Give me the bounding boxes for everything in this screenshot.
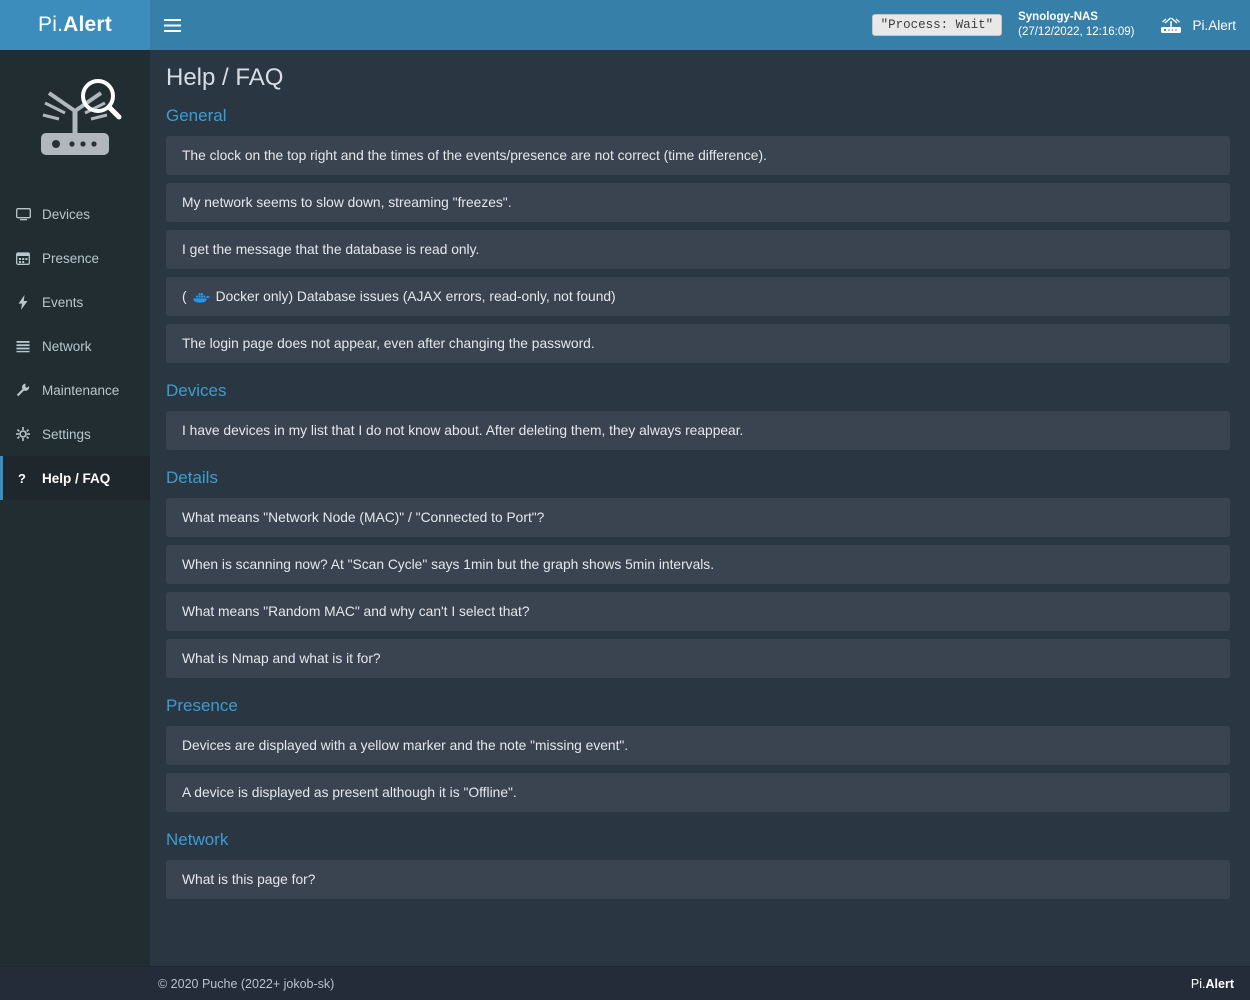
sidebar <box>0 50 150 966</box>
faq-item-prefix: ( <box>182 289 187 304</box>
sidebar-item-events[interactable] <box>0 280 150 324</box>
svg-text:?: ? <box>18 471 26 485</box>
hamburger-icon[interactable] <box>150 0 195 50</box>
section-title-presence: Presence <box>166 696 238 715</box>
host-name: Synology-NAS <box>1018 11 1098 23</box>
user-name: Pi.Alert <box>1192 17 1236 33</box>
sidebar-item-presence[interactable] <box>0 236 150 280</box>
faq-item-text: The login page does not appear, even after changing the password. <box>182 336 595 351</box>
section-title-details: Details <box>166 468 218 487</box>
sidebar-item-label: Events <box>42 294 84 310</box>
section-title-general: General <box>166 106 227 125</box>
faq-item-text: What is Nmap and what is it for? <box>182 651 381 666</box>
sidebar-nav <box>0 192 150 500</box>
footer-brand-prefix: Pi. <box>1190 976 1206 991</box>
wrench-icon <box>15 383 31 397</box>
faq-item-text: What means "Random MAC" and why can't I select that? <box>182 604 530 619</box>
faq-item[interactable] <box>166 545 1230 584</box>
sidebar-item-label: Settings <box>42 426 91 442</box>
page-title: Help / FAQ <box>166 64 284 91</box>
faq-item-text: My network seems to slow down, streaming "freezes". <box>182 195 512 210</box>
sidebar-item-label: Devices <box>42 206 91 222</box>
faq-item-text: The clock on the top right and the times of the events/presence are not correct (time difference). <box>182 148 767 163</box>
faq-item-text: When is scanning now? At "Scan Cycle" says 1min but the graph shows 5min intervals. <box>182 557 715 572</box>
sidebar-item-label: Network <box>42 338 92 354</box>
bolt-icon <box>15 295 31 310</box>
sidebar-item-label: Help / FAQ <box>42 470 111 486</box>
faq-item[interactable] <box>166 498 1230 537</box>
sidebar-item-devices[interactable] <box>0 192 150 236</box>
body <box>0 50 1250 966</box>
sidebar-item-help-faq[interactable] <box>0 456 150 500</box>
sidebar-item-label: Maintenance <box>42 382 120 398</box>
question-icon <box>15 471 31 485</box>
faq-item-text: What is this page for? <box>182 872 316 887</box>
footer-copyright: © 2020 Puche (2022+ jokob-sk) <box>158 976 335 991</box>
main-content <box>150 50 1250 966</box>
sidebar-item-label: Presence <box>42 250 100 266</box>
faq-item[interactable] <box>166 136 1230 175</box>
faq-item[interactable] <box>166 726 1230 765</box>
faq-list <box>150 106 1250 966</box>
faq-item[interactable] <box>166 411 1230 450</box>
faq-item[interactable] <box>166 277 1230 316</box>
sidebar-item-network[interactable] <box>0 324 150 368</box>
section-title-devices: Devices <box>166 381 227 400</box>
faq-item-text: Devices are displayed with a yellow marker and the note "missing event". <box>182 738 629 753</box>
faq-item-text: I get the message that the database is read only. <box>182 242 480 257</box>
network-icon <box>15 340 31 353</box>
faq-item[interactable] <box>166 773 1230 812</box>
user-menu[interactable] <box>1158 15 1236 35</box>
faq-item-text: What means "Network Node (MAC)" / "Connected to Port"? <box>182 510 545 525</box>
gear-icon <box>15 427 31 441</box>
faq-item[interactable] <box>166 639 1230 678</box>
router-icon <box>1158 15 1184 35</box>
process-status-badge: "Process: Wait" <box>872 14 1003 36</box>
top-bar-right <box>150 0 1250 50</box>
brand-prefix: Pi. <box>38 13 64 36</box>
footer-brand-suffix: Alert <box>1205 976 1234 991</box>
faq-item[interactable] <box>166 183 1230 222</box>
faq-item[interactable] <box>166 860 1230 899</box>
brand-suffix: Alert <box>63 13 112 36</box>
top-bar <box>0 0 1250 50</box>
brand-logo[interactable] <box>0 0 150 50</box>
faq-item-text: A device is displayed as present although it is "Offline". <box>182 785 517 800</box>
faq-item-text: Docker only) Database issues (AJAX errors, read-only, not found) <box>215 289 616 304</box>
monitor-icon <box>15 208 31 221</box>
sidebar-item-settings[interactable] <box>0 412 150 456</box>
faq-item-text: I have devices in my list that I do not know about. After deleting them, they always reappear. <box>182 423 744 438</box>
docker-icon <box>193 290 210 304</box>
calendar-icon <box>15 251 31 265</box>
faq-item[interactable] <box>166 230 1230 269</box>
footer-brand <box>1191 977 1234 991</box>
host-time: (27/12/2022, 12:16:09) <box>1018 26 1135 38</box>
pialert-radar-logo <box>0 50 150 188</box>
faq-item[interactable] <box>166 592 1230 631</box>
host-info <box>1018 10 1134 40</box>
faq-item[interactable] <box>166 324 1230 363</box>
footer <box>0 966 1250 1000</box>
section-title-network: Network <box>166 830 229 849</box>
sidebar-item-maintenance[interactable] <box>0 368 150 412</box>
